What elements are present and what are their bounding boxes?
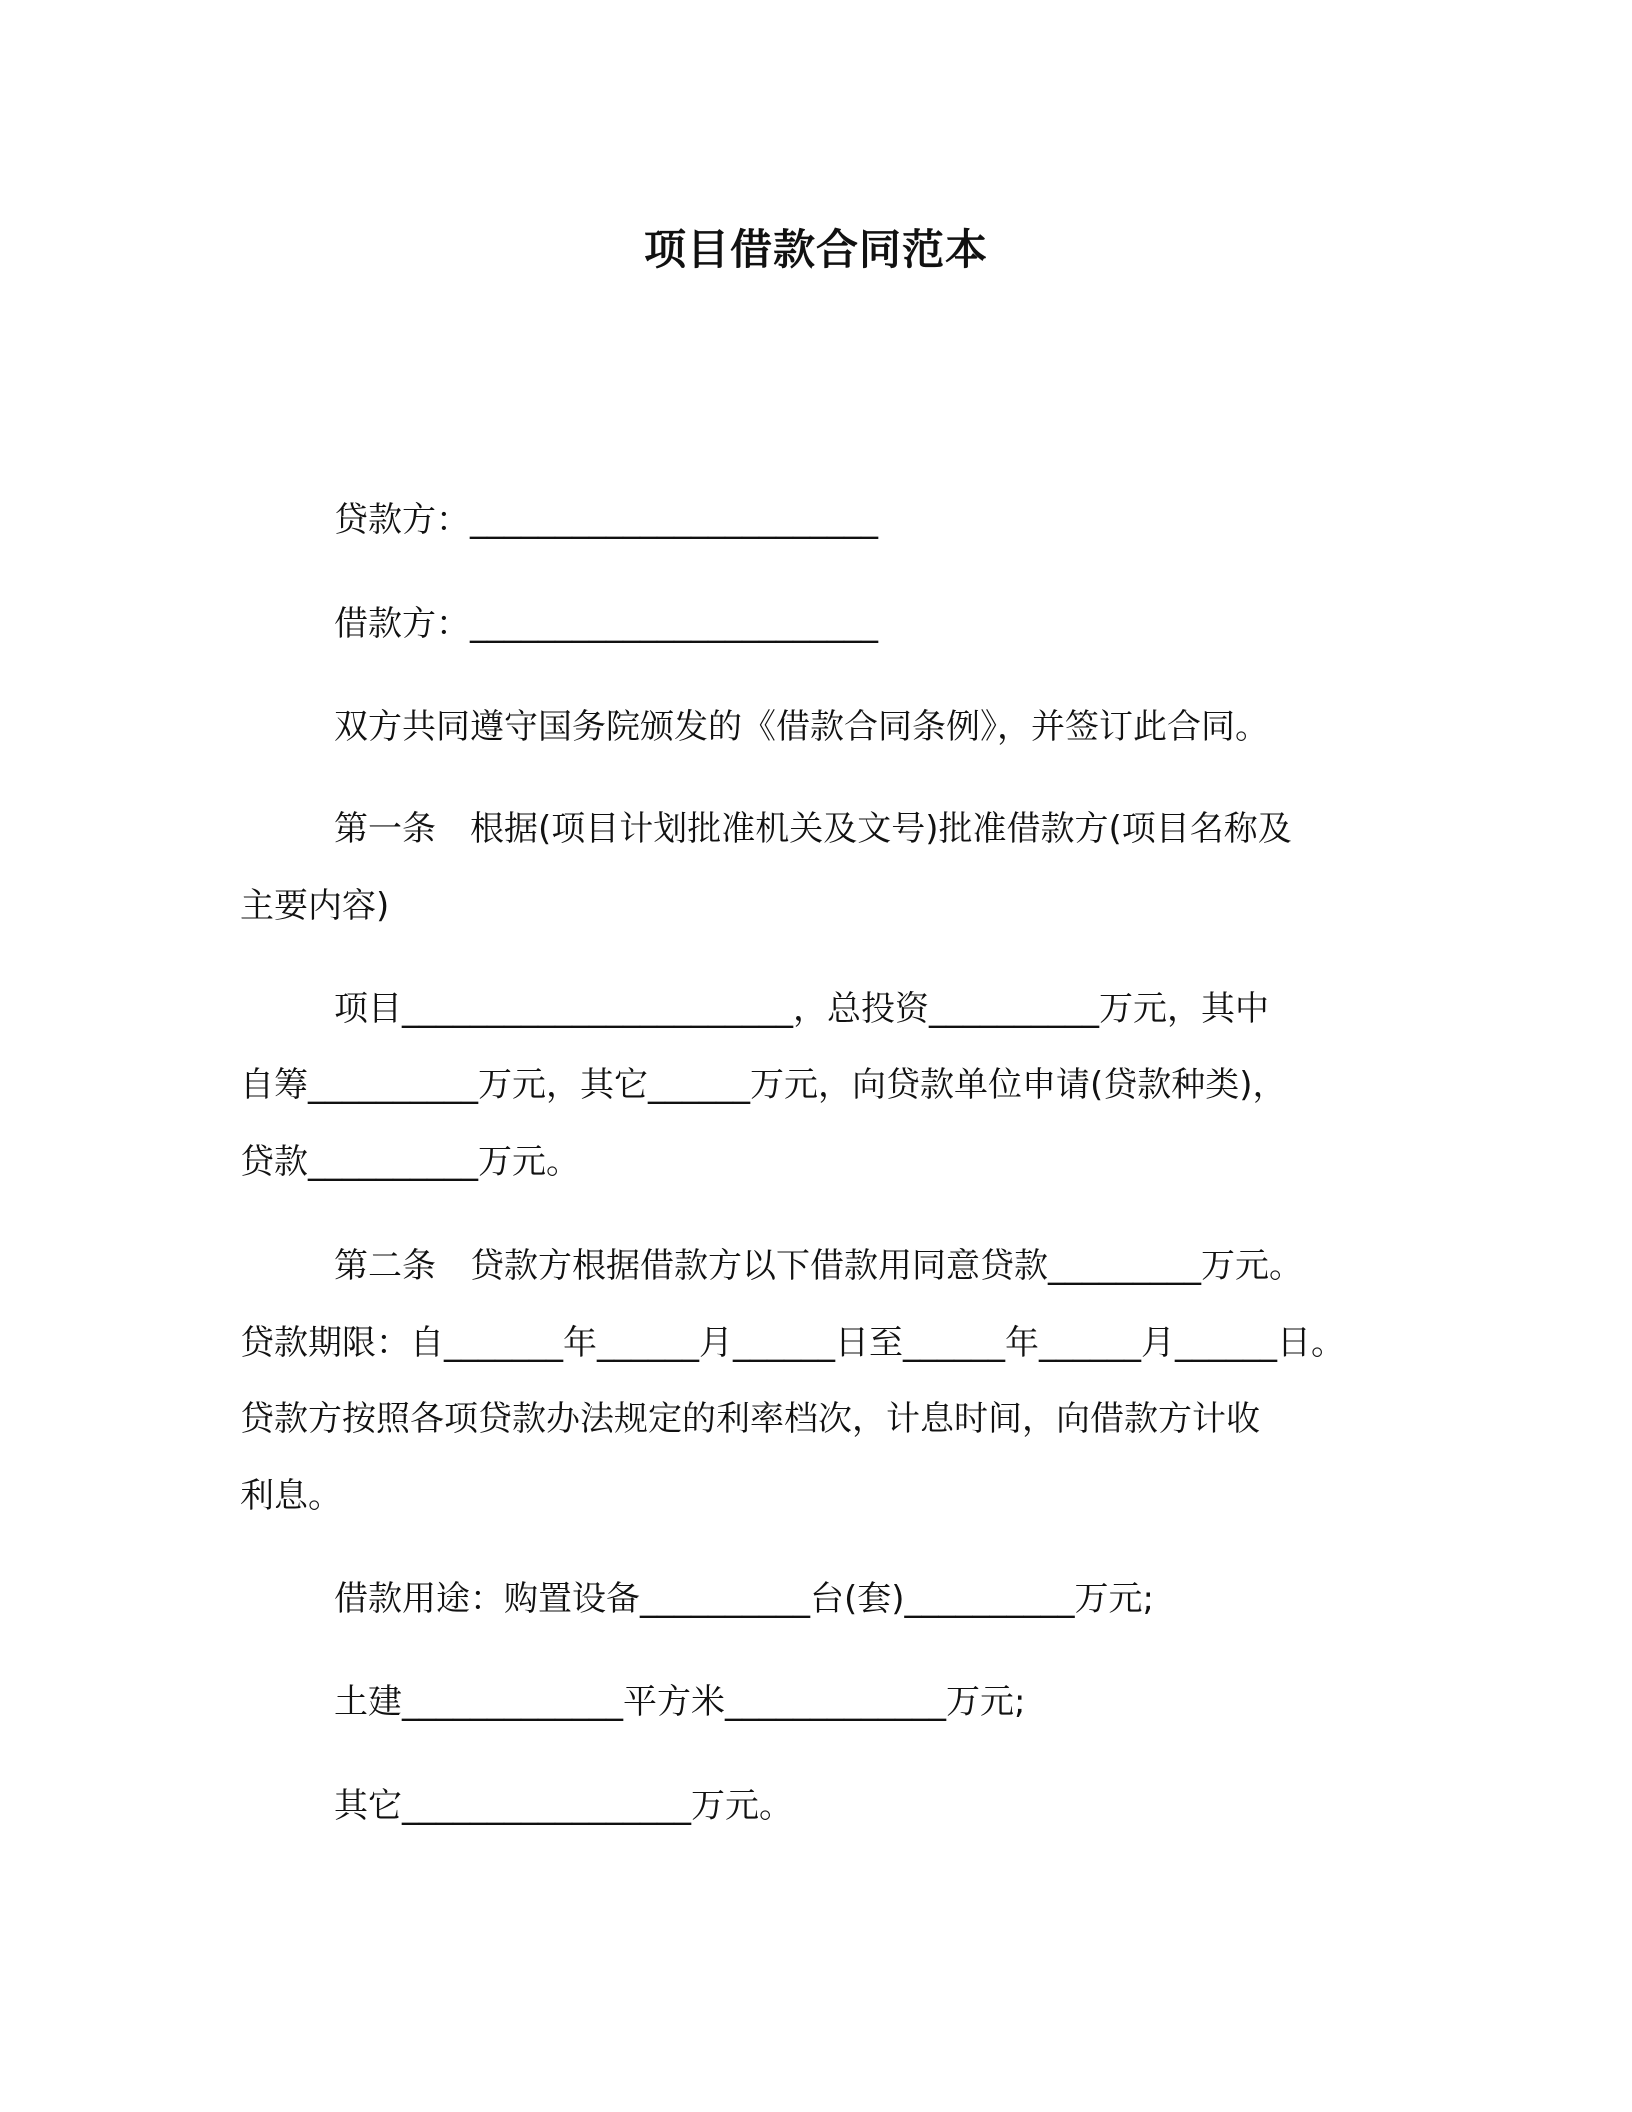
loan-purpose-other-line: 其它_________________万元。: [334, 1786, 793, 1826]
borrower-line: 借款方：________________________: [334, 604, 878, 644]
preamble-line: 双方共同遵守国务院颁发的《借款合同条例》，并签订此合同。: [334, 707, 1269, 747]
project-line-3: 贷款__________万元。: [240, 1142, 580, 1182]
project-line-2: 自筹__________万元，其它______万元，向贷款单位申请(贷款种类)，: [240, 1065, 1287, 1105]
loan-purpose-construction-line: 土建_____________平方米_____________万元;: [334, 1682, 1026, 1722]
article-two-line-1: 第二条 贷款方根据借款方以下借款用同意贷款_________万元。: [334, 1246, 1303, 1286]
lender-line: 贷款方：________________________: [334, 500, 878, 540]
article-one-line-2: 主要内容): [240, 886, 390, 926]
article-one-line-1: 第一条 根据(项目计划批准机关及文号)批准借款方(项目名称及: [334, 809, 1292, 849]
interest-line-2: 利息。: [240, 1476, 342, 1516]
loan-term-line: 贷款期限：自_______年______月______日至______年______月______日。: [240, 1323, 1345, 1363]
loan-purpose-equipment-line: 借款用途：购置设备__________台(套)__________万元;: [334, 1579, 1154, 1619]
document-title: 项目借款合同范本: [643, 225, 988, 274]
project-line-1: 项目_______________________，总投资__________万元，其中: [334, 989, 1269, 1029]
interest-line-1: 贷款方按照各项贷款办法规定的利率档次，计息时间，向借款方计收: [240, 1399, 1260, 1439]
